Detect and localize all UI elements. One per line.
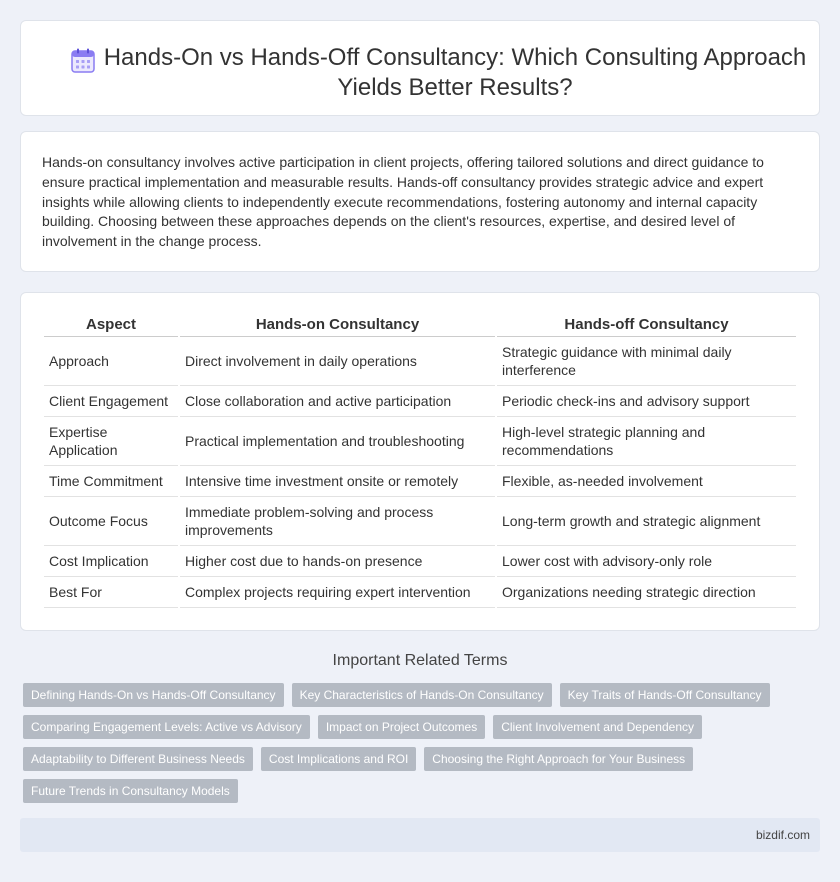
aspect-cell: Approach (44, 337, 178, 386)
related-term-tag[interactable]: Defining Hands-On vs Hands-Off Consultancy (23, 683, 284, 707)
table-row (44, 466, 796, 497)
hands-on-cell: Direct involvement in daily operations (180, 337, 495, 386)
hands-off-cell: Lower cost with advisory-only role (497, 546, 796, 577)
related-term-tag[interactable]: Client Involvement and Dependency (493, 715, 702, 739)
header-hands-on: Hands-on Consultancy (180, 315, 495, 337)
related-term-tag[interactable]: Key Traits of Hands-Off Consultancy (560, 683, 770, 707)
header-aspect: Aspect (44, 315, 178, 337)
hands-off-cell: Long-term growth and strategic alignment (497, 497, 796, 546)
intro-card (20, 131, 820, 272)
table-header-row (44, 315, 796, 337)
aspect-cell: Outcome Focus (44, 497, 178, 546)
footer (20, 818, 820, 852)
aspect-cell: Cost Implication (44, 546, 178, 577)
table-row (44, 577, 796, 608)
related-term-tag[interactable]: Key Characteristics of Hands-On Consultancy (292, 683, 552, 707)
hands-off-cell: Strategic guidance with minimal daily interference (497, 337, 796, 386)
related-terms-heading: Important Related Terms (332, 652, 508, 669)
title-card (20, 20, 820, 116)
intro-paragraph: Hands-on consultancy involves active participation in client projects, offering tailored solutions and direct guidance to ensure practical implementation and measurable results. Hands-off consultancy provides strategic advice and expert insights while allowing clients to independently execute recommendations, fostering autonomy and internal capacity building. Choosing between these approaches depends on the client's resources, expertise, and desired level of involvement in the change process. (42, 154, 764, 250)
comparison-table-card (20, 292, 820, 631)
aspect-cell: Time Commitment (44, 466, 178, 497)
hands-on-cell: Intensive time investment onsite or remotely (180, 466, 495, 497)
related-term-tag[interactable]: Future Trends in Consultancy Models (23, 779, 238, 803)
hands-off-cell: Organizations needing strategic direction (497, 577, 796, 608)
related-term-tag[interactable]: Cost Implications and ROI (261, 747, 416, 771)
table-row (44, 546, 796, 577)
aspect-cell: Expertise Application (44, 417, 178, 466)
comparison-table (42, 315, 798, 608)
aspect-cell: Client Engagement (44, 386, 178, 417)
related-term-tag[interactable]: Comparing Engagement Levels: Active vs Advisory (23, 715, 310, 739)
aspect-cell: Best For (44, 577, 178, 608)
related-term-tag[interactable]: Choosing the Right Approach for Your Business (424, 747, 693, 771)
hands-off-cell: Periodic check-ins and advisory support (497, 386, 796, 417)
hands-on-cell: Higher cost due to hands-on presence (180, 546, 495, 577)
hands-on-cell: Practical implementation and troubleshooting (180, 417, 495, 466)
page-title: Hands-On vs Hands-Off Consultancy: Which Consulting Approach Yields Better Results? (103, 44, 807, 101)
table-row (44, 497, 796, 546)
header-hands-off: Hands-off Consultancy (497, 315, 796, 337)
footer-site-link[interactable]: bizdif.com (755, 828, 810, 842)
table-row (44, 386, 796, 417)
related-term-tag[interactable]: Impact on Project Outcomes (318, 715, 485, 739)
hands-off-cell: Flexible, as-needed involvement (497, 466, 796, 497)
related-term-tag[interactable]: Adaptability to Different Business Needs (23, 747, 253, 771)
hands-on-cell: Close collaboration and active participation (180, 386, 495, 417)
hands-off-cell: High-level strategic planning and recommendations (497, 417, 796, 466)
table-row (44, 337, 796, 386)
hands-on-cell: Immediate problem-solving and process improvements (180, 497, 495, 546)
hands-on-cell: Complex projects requiring expert intervention (180, 577, 495, 608)
table-row (44, 417, 796, 466)
related-terms-list (23, 683, 803, 803)
